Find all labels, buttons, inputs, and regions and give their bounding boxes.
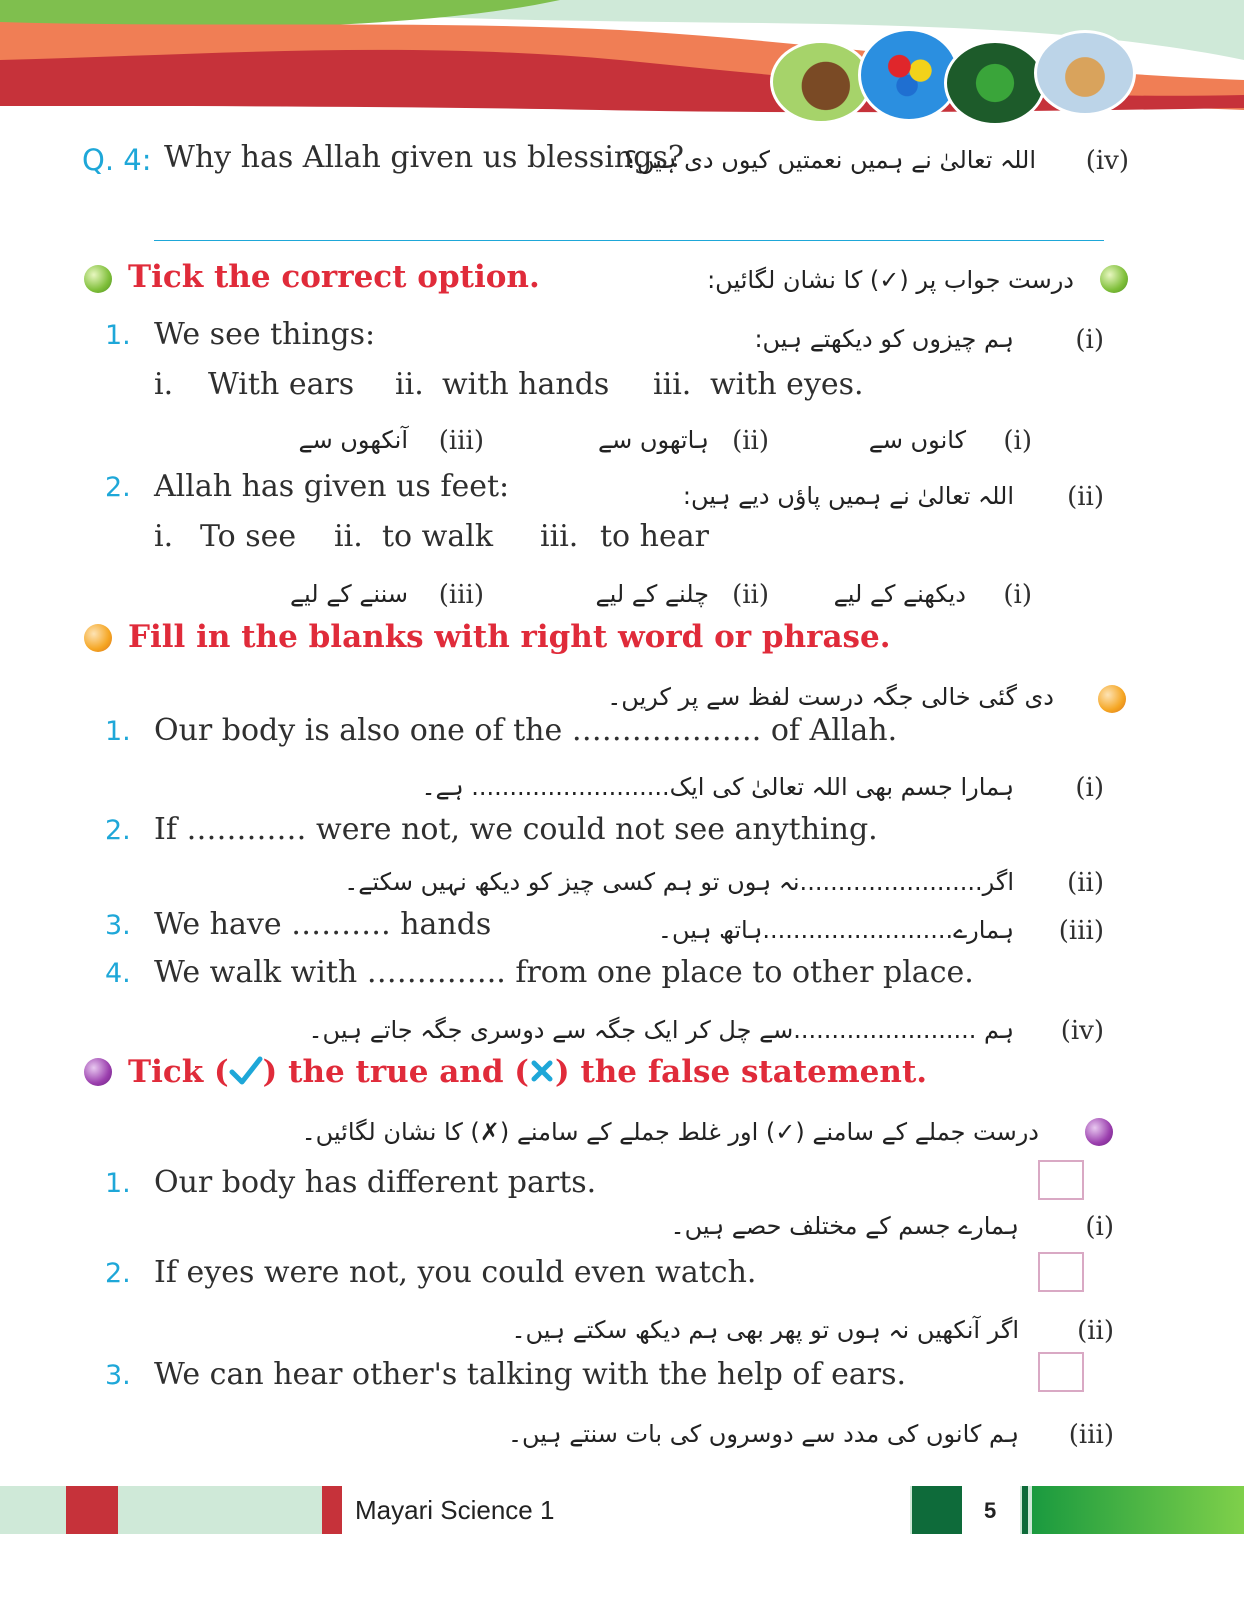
tick-item-2-opt-i-label: i. bbox=[154, 519, 174, 554]
tick-item-2-opt-i[interactable]: To see bbox=[200, 519, 297, 554]
purple-bullet-icon-ur bbox=[1085, 1118, 1113, 1146]
footer-red-block-right bbox=[322, 1486, 342, 1534]
tick-item-1-num: 1. bbox=[105, 320, 131, 351]
tick-item-1-text-en: We see things: bbox=[154, 317, 376, 352]
tf-item-2-roman: (ii) bbox=[1077, 1316, 1114, 1346]
tick-item-2-opt-ii-label: ii. bbox=[334, 519, 363, 554]
tick-item-2-opt-iii-label: iii. bbox=[540, 519, 579, 554]
footer-page-number: 5 bbox=[984, 1498, 997, 1523]
tick-item-1-opt-i-label: i. bbox=[154, 367, 174, 402]
tick-item-2-num: 2. bbox=[105, 472, 131, 503]
fill-item-4-text-en[interactable]: We walk with ………….. from one place to other place. bbox=[154, 955, 974, 990]
tf-item-1-text-ur: ہمارے جسم کے مختلف حصے ہیں۔ bbox=[670, 1212, 1019, 1240]
tick-item-1-ur-opt-ii-roman: (ii) bbox=[732, 426, 769, 456]
tick-item-2-opt-iii[interactable]: to hear bbox=[600, 519, 709, 554]
fill-item-4-roman: (iv) bbox=[1060, 1016, 1104, 1046]
purple-bullet-icon bbox=[84, 1058, 112, 1086]
tick-item-1-opt-iii[interactable]: with eyes. bbox=[710, 367, 864, 402]
cheetah-photo-icon bbox=[1034, 30, 1136, 116]
fill-item-2-text-en[interactable]: If ………… were not, we could not see anything. bbox=[154, 812, 878, 847]
fill-section-heading-ur: دی گئی خالی جگہ درست لفظ سے پر کریں۔ bbox=[607, 683, 1054, 711]
footer-red-block-left bbox=[66, 1486, 118, 1534]
q4-text-ur: اللہ تعالیٰ نے ہمیں نعمتیں کیوں دی ہیں؟ bbox=[624, 146, 1036, 174]
footer-green-stripe bbox=[1022, 1486, 1028, 1534]
tf-heading-part-2: ) the true and ( bbox=[262, 1054, 529, 1090]
tick-item-2-ur-opt-ii[interactable]: چلنے کے لیے bbox=[595, 580, 709, 608]
tick-section-heading-ur: درست جواب پر (✓) کا نشان لگائیں: bbox=[707, 266, 1074, 294]
tick-item-1-ur-opt-ii[interactable]: ہاتھوں سے bbox=[598, 426, 709, 454]
tf-item-3-text-en: We can hear other's talking with the help of ears. bbox=[154, 1357, 907, 1392]
tick-item-1-opt-i[interactable]: With ears bbox=[208, 367, 355, 402]
fill-item-2-roman: (ii) bbox=[1067, 868, 1104, 898]
fill-item-3-text-en[interactable]: We have ………. hands bbox=[154, 907, 492, 942]
q4-answer-line bbox=[154, 240, 1104, 241]
tick-item-2-ur-opt-i[interactable]: دیکھنے کے لیے bbox=[833, 580, 966, 608]
checkmark-icon bbox=[229, 1056, 263, 1086]
tick-item-2-ur-opt-iii-roman: (iii) bbox=[438, 580, 484, 610]
fill-item-3-text-ur[interactable]: ہمارے.........................ہاتھ ہیں۔ bbox=[657, 916, 1014, 944]
tick-item-1-opt-ii-label: ii. bbox=[395, 367, 424, 402]
fill-item-1-text-ur[interactable]: ہمارا جسم بھی اللہ تعالیٰ کی ایک.......................... ہے۔ bbox=[421, 773, 1014, 801]
tick-section-heading-en: Tick the correct option. bbox=[128, 259, 540, 295]
tick-item-2-ur-opt-iii[interactable]: سننے کے لیے bbox=[289, 580, 408, 608]
tf-item-3-text-ur: ہم کانوں کی مدد سے دوسروں کی بات سنتے ہیں۔ bbox=[507, 1420, 1019, 1448]
green-bullet-icon-ur bbox=[1100, 265, 1128, 293]
tf-item-2-num: 2. bbox=[105, 1258, 131, 1289]
fill-item-3-num: 3. bbox=[105, 910, 131, 941]
tick-item-2-text-en: Allah has given us feet: bbox=[154, 469, 510, 504]
fill-item-4-text-ur[interactable]: ہم ........................سے چل کر ایک جگہ سے دوسری جگہ جاتے ہیں۔ bbox=[308, 1016, 1014, 1044]
fill-section-heading-en: Fill in the blanks with right word or phrase. bbox=[128, 619, 891, 655]
tick-item-2-text-ur: اللہ تعالیٰ نے ہمیں پاؤں دیے ہیں: bbox=[682, 482, 1014, 510]
fill-item-2-text-ur[interactable]: اگر........................نہ ہوں تو ہم کسی چیز کو دیکھ نہیں سکتے۔ bbox=[344, 868, 1014, 896]
q4-text-en: Why has Allah given us blessings? bbox=[164, 140, 684, 175]
tick-item-1-text-ur: ہم چیزوں کو دیکھتے ہیں: bbox=[754, 325, 1014, 353]
tf-item-2-answer-box[interactable] bbox=[1038, 1252, 1084, 1292]
orange-bullet-icon-ur bbox=[1098, 685, 1126, 713]
fill-item-2-num: 2. bbox=[105, 815, 131, 846]
q4-label: Q. 4: bbox=[82, 143, 152, 177]
tf-section-heading-ur: درست جملے کے سامنے (✓) اور غلط جملے کے سامنے (✗) کا نشان لگائیں۔ bbox=[301, 1118, 1039, 1146]
bear-photo-icon bbox=[770, 40, 872, 124]
fill-item-3-roman: (iii) bbox=[1058, 916, 1104, 946]
fill-item-4-num: 4. bbox=[105, 958, 131, 989]
tf-heading-part-1: Tick ( bbox=[128, 1054, 229, 1090]
tf-item-1-roman: (i) bbox=[1085, 1212, 1114, 1242]
cross-icon bbox=[529, 1058, 555, 1084]
tf-item-1-answer-box[interactable] bbox=[1038, 1160, 1084, 1200]
footer-book-title: Mayari Science 1 bbox=[355, 1495, 555, 1525]
tf-item-3-roman: (iii) bbox=[1068, 1420, 1114, 1450]
tf-item-2-text-ur: اگر آنکھیں نہ ہوں تو پھر بھی ہم دیکھ سکتے ہیں۔ bbox=[511, 1316, 1019, 1344]
tick-item-1-ur-opt-iii[interactable]: آنکھوں سے bbox=[298, 426, 408, 454]
tick-item-2-ur-opt-i-roman: (i) bbox=[1003, 580, 1032, 610]
orange-bullet-icon bbox=[84, 624, 112, 652]
tf-item-1-text-en: Our body has different parts. bbox=[154, 1165, 597, 1200]
tf-section-heading-en bbox=[128, 1056, 927, 1088]
tf-item-2-text-en: If eyes were not, you could even watch. bbox=[154, 1255, 757, 1290]
tick-item-1-ur-opt-i-roman: (i) bbox=[1003, 426, 1032, 456]
tick-item-2-opt-ii[interactable]: to walk bbox=[382, 519, 493, 554]
footer-green-gradient bbox=[1032, 1486, 1244, 1534]
fill-item-1-text-en[interactable]: Our body is also one of the ………………. of Allah. bbox=[154, 713, 898, 748]
q4-roman: (iv) bbox=[1085, 146, 1129, 176]
tick-item-1-roman: (i) bbox=[1075, 325, 1104, 355]
footer-green-block bbox=[912, 1486, 962, 1534]
fill-item-1-roman: (i) bbox=[1075, 773, 1104, 803]
tick-item-1-opt-ii[interactable]: with hands bbox=[442, 367, 610, 402]
tf-item-3-answer-box[interactable] bbox=[1038, 1352, 1084, 1392]
tick-item-2-ur-opt-ii-roman: (ii) bbox=[732, 580, 769, 610]
tf-item-1-num: 1. bbox=[105, 1168, 131, 1199]
tick-item-1-ur-opt-iii-roman: (iii) bbox=[438, 426, 484, 456]
parrot-photo-icon bbox=[944, 40, 1046, 126]
fill-item-1-num: 1. bbox=[105, 716, 131, 747]
tf-item-3-num: 3. bbox=[105, 1360, 131, 1391]
tick-item-1-ur-opt-i[interactable]: کانوں سے bbox=[868, 426, 966, 454]
green-bullet-icon bbox=[84, 265, 112, 293]
tick-item-2-roman: (ii) bbox=[1067, 482, 1104, 512]
tick-item-1-opt-iii-label: iii. bbox=[653, 367, 692, 402]
tf-heading-part-3: ) the false statement. bbox=[554, 1054, 928, 1090]
